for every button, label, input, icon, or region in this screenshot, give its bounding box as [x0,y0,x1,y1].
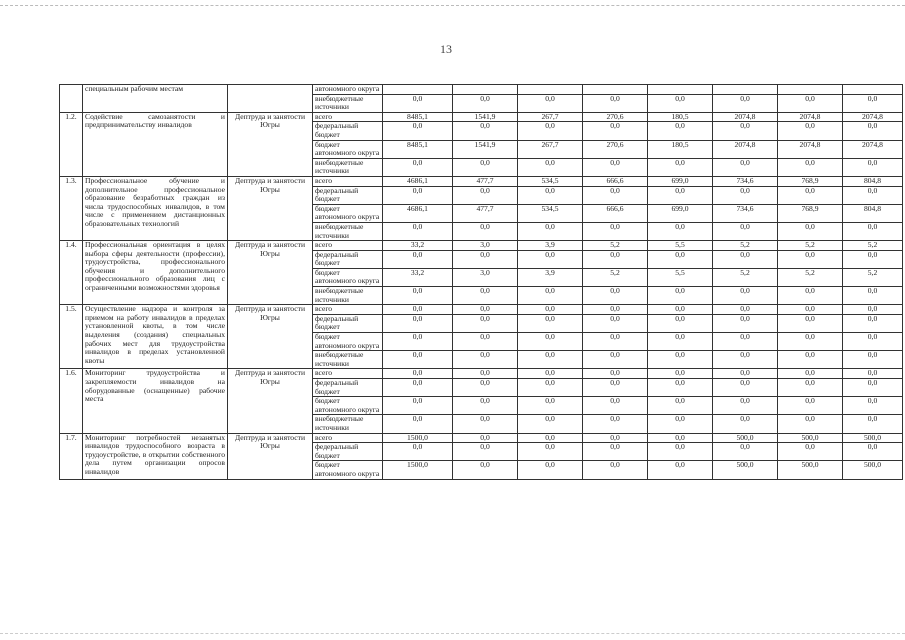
amount-cell: 0,0 [518,333,583,351]
table-row [60,112,903,122]
funding-source: всего [313,176,383,186]
amount-cell: 0,0 [453,333,518,351]
amount-cell: 0,0 [583,379,648,397]
amount-cell: 5,2 [583,268,648,286]
amount-cell: 5,5 [648,268,713,286]
amount-cell: 0,0 [383,333,453,351]
amount-cell [778,85,843,95]
amount-cell: 0,0 [518,415,583,433]
funding-source: автономного округа [313,85,383,95]
amount-cell: 0,0 [778,333,843,351]
funding-source: федеральный бюджет [313,443,383,461]
amount-cell: 0,0 [453,433,518,443]
amount-cell: 3,0 [453,241,518,251]
amount-cell: 0,0 [713,305,778,315]
amount-cell: 804,8 [843,204,903,222]
amount-cell: 0,0 [648,122,713,140]
amount-cell: 0,0 [453,379,518,397]
amount-cell: 5,2 [583,241,648,251]
amount-cell: 270,6 [583,140,648,158]
amount-cell: 0,0 [778,287,843,305]
responsible-executor: Дептруда и занятости Югры [228,305,313,369]
amount-cell: 0,0 [648,222,713,240]
amount-cell: 0,0 [713,222,778,240]
responsible-executor: Дептруда и занятости Югры [228,369,313,433]
amount-cell: 1541,9 [453,112,518,122]
amount-cell: 0,0 [648,443,713,461]
amount-cell: 0,0 [583,250,648,268]
amount-cell: 0,0 [778,186,843,204]
amount-cell: 2074,8 [843,112,903,122]
amount-cell: 0,0 [843,443,903,461]
amount-cell [583,85,648,95]
funding-source: федеральный бюджет [313,250,383,268]
amount-cell: 0,0 [583,305,648,315]
amount-cell: 0,0 [453,287,518,305]
responsible-executor: Дептруда и занятости Югры [228,433,313,479]
amount-cell: 0,0 [453,351,518,369]
amount-cell: 4686,1 [383,204,453,222]
funding-source: федеральный бюджет [313,314,383,332]
amount-cell: 768,9 [778,204,843,222]
funding-source: федеральный бюджет [313,122,383,140]
amount-cell: 0,0 [453,314,518,332]
amount-cell: 5,2 [778,241,843,251]
amount-cell: 2074,8 [843,140,903,158]
amount-cell: 0,0 [843,333,903,351]
amount-cell: 0,0 [648,314,713,332]
measure-name: Содействие самозанятости и предпринимательству инвалидов [83,112,228,176]
amount-cell: 267,7 [518,140,583,158]
measure-name: Осуществление надзора и контроля за приемом на работу инвалидов в пределах установленной квоты, в том числе выделения (создания) специальных рабочих мест для трудоустройства инвалидов в пределах установленной квоты [83,305,228,369]
amount-cell: 0,0 [843,397,903,415]
amount-cell: 0,0 [583,186,648,204]
amount-cell: 0,0 [583,461,648,479]
amount-cell: 1500,0 [383,433,453,443]
amount-cell: 0,0 [778,443,843,461]
funding-table [59,84,903,480]
amount-cell [713,85,778,95]
amount-cell: 0,0 [383,314,453,332]
amount-cell: 5,2 [713,241,778,251]
measure-name: Мониторинг потребностей незанятых инвалидов трудоспособного возраста в трудоустройстве, в открытии собственного дела путем организации опросов инвалидов [83,433,228,479]
amount-cell: 0,0 [518,186,583,204]
funding-source: всего [313,241,383,251]
amount-cell [383,85,453,95]
amount-cell: 500,0 [713,461,778,479]
amount-cell: 0,0 [648,305,713,315]
row-number: 1.7. [60,433,83,479]
amount-cell: 0,0 [648,397,713,415]
amount-cell: 5,2 [843,268,903,286]
amount-cell: 534,5 [518,204,583,222]
amount-cell: 0,0 [843,222,903,240]
amount-cell: 0,0 [383,369,453,379]
amount-cell: 0,0 [583,287,648,305]
amount-cell: 0,0 [713,333,778,351]
amount-cell: 0,0 [648,158,713,176]
amount-cell [518,85,583,95]
amount-cell: 0,0 [583,122,648,140]
amount-cell: 180,5 [648,140,713,158]
funding-source: бюджет автономного округа [313,397,383,415]
amount-cell: 8485,1 [383,112,453,122]
amount-cell: 0,0 [518,222,583,240]
amount-cell: 0,0 [518,94,583,112]
row-number: 1.3. [60,176,83,240]
amount-cell: 0,0 [518,122,583,140]
amount-cell: 0,0 [383,158,453,176]
measure-name: Мониторинг трудоустройства и закрепляемости инвалидов на оборудованные (оснащенные) рабочие места [83,369,228,433]
amount-cell: 699,0 [648,204,713,222]
amount-cell: 500,0 [843,433,903,443]
amount-cell: 0,0 [778,94,843,112]
amount-cell: 0,0 [383,397,453,415]
amount-cell: 0,0 [583,433,648,443]
amount-cell: 33,2 [383,241,453,251]
amount-cell: 0,0 [843,186,903,204]
amount-cell: 0,0 [518,443,583,461]
amount-cell: 0,0 [453,94,518,112]
amount-cell: 0,0 [843,351,903,369]
funding-source: бюджет автономного округа [313,140,383,158]
amount-cell: 0,0 [583,158,648,176]
amount-cell: 0,0 [843,250,903,268]
amount-cell: 0,0 [713,186,778,204]
funding-source: федеральный бюджет [313,379,383,397]
amount-cell: 0,0 [713,379,778,397]
amount-cell: 0,0 [518,158,583,176]
row-number: 1.6. [60,369,83,433]
amount-cell: 0,0 [843,287,903,305]
amount-cell: 0,0 [583,333,648,351]
amount-cell: 4686,1 [383,176,453,186]
funding-source: внебюджетные источники [313,415,383,433]
amount-cell: 0,0 [383,250,453,268]
table-row [60,176,903,186]
row-number [60,85,83,113]
amount-cell: 0,0 [778,314,843,332]
amount-cell: 0,0 [778,369,843,379]
amount-cell: 5,5 [648,241,713,251]
amount-cell: 0,0 [843,379,903,397]
amount-cell: 3,9 [518,241,583,251]
amount-cell: 0,0 [843,314,903,332]
funding-source: внебюджетные источники [313,222,383,240]
amount-cell: 0,0 [518,351,583,369]
funding-source: бюджет автономного округа [313,333,383,351]
amount-cell: 0,0 [453,415,518,433]
amount-cell: 666,6 [583,176,648,186]
amount-cell: 0,0 [453,397,518,415]
measure-name: Профессиональное обучение и дополнительное профессиональное образование безработных граждан из числа трудоспособных инвалидов, в том числе с применением дистанционных образовательных технологий [83,176,228,240]
amount-cell: 0,0 [518,314,583,332]
amount-cell: 3,0 [453,268,518,286]
amount-cell: 0,0 [778,122,843,140]
funding-source: всего [313,369,383,379]
amount-cell: 0,0 [583,415,648,433]
amount-cell: 0,0 [453,369,518,379]
amount-cell: 0,0 [518,287,583,305]
amount-cell: 0,0 [843,415,903,433]
amount-cell: 0,0 [648,461,713,479]
amount-cell: 0,0 [778,415,843,433]
amount-cell: 0,0 [778,158,843,176]
row-number: 1.4. [60,241,83,305]
amount-cell: 0,0 [583,351,648,369]
funding-source: внебюджетные источники [313,351,383,369]
amount-cell: 0,0 [778,305,843,315]
amount-cell: 0,0 [453,461,518,479]
amount-cell: 267,7 [518,112,583,122]
amount-cell: 0,0 [518,433,583,443]
amount-cell: 0,0 [648,250,713,268]
amount-cell: 0,0 [648,351,713,369]
amount-cell: 0,0 [583,222,648,240]
table-row [60,369,903,379]
amount-cell: 0,0 [518,397,583,415]
amount-cell: 5,2 [778,268,843,286]
amount-cell: 0,0 [383,305,453,315]
table-row [60,85,903,95]
amount-cell: 0,0 [518,305,583,315]
responsible-executor: Дептруда и занятости Югры [228,176,313,240]
amount-cell: 0,0 [648,287,713,305]
amount-cell: 0,0 [453,222,518,240]
page-number: 13 [440,42,452,56]
amount-cell: 477,7 [453,176,518,186]
amount-cell: 0,0 [778,397,843,415]
scan-top-edge [0,5,905,6]
amount-cell: 804,8 [843,176,903,186]
funding-source: всего [313,305,383,315]
amount-cell: 0,0 [453,158,518,176]
table-row [60,305,903,315]
amount-cell: 500,0 [713,433,778,443]
table-row [60,241,903,251]
amount-cell: 0,0 [713,369,778,379]
amount-cell: 477,7 [453,204,518,222]
amount-cell: 180,5 [648,112,713,122]
amount-cell: 1541,9 [453,140,518,158]
amount-cell: 0,0 [713,122,778,140]
amount-cell: 1500,0 [383,461,453,479]
amount-cell: 0,0 [713,397,778,415]
amount-cell: 0,0 [778,250,843,268]
amount-cell: 0,0 [648,333,713,351]
amount-cell: 0,0 [383,415,453,433]
amount-cell: 0,0 [453,443,518,461]
amount-cell: 0,0 [843,369,903,379]
amount-cell: 0,0 [518,461,583,479]
amount-cell: 0,0 [713,158,778,176]
amount-cell: 0,0 [713,94,778,112]
amount-cell: 0,0 [713,250,778,268]
row-number: 1.2. [60,112,83,176]
amount-cell: 33,2 [383,268,453,286]
amount-cell: 0,0 [648,369,713,379]
responsible-executor: Дептруда и занятости Югры [228,112,313,176]
scan-bottom-edge [0,633,905,634]
responsible-executor [228,85,313,113]
funding-source: бюджет автономного округа [313,268,383,286]
amount-cell: 0,0 [383,222,453,240]
amount-cell: 0,0 [843,94,903,112]
amount-cell: 768,9 [778,176,843,186]
amount-cell: 0,0 [778,351,843,369]
amount-cell: 500,0 [843,461,903,479]
amount-cell: 0,0 [713,443,778,461]
amount-cell: 500,0 [778,461,843,479]
amount-cell: 0,0 [583,397,648,415]
amount-cell: 0,0 [713,351,778,369]
amount-cell [648,85,713,95]
amount-cell: 0,0 [583,369,648,379]
funding-source: бюджет автономного округа [313,461,383,479]
amount-cell: 0,0 [648,415,713,433]
amount-cell: 0,0 [518,369,583,379]
amount-cell: 0,0 [648,379,713,397]
amount-cell: 0,0 [453,305,518,315]
funding-source: всего [313,112,383,122]
amount-cell: 666,6 [583,204,648,222]
funding-source: бюджет автономного округа [313,204,383,222]
amount-cell [453,85,518,95]
amount-cell: 5,2 [713,268,778,286]
amount-cell: 0,0 [648,186,713,204]
amount-cell: 0,0 [583,443,648,461]
funding-source: внебюджетные источники [313,94,383,112]
amount-cell: 3,9 [518,268,583,286]
amount-cell: 0,0 [648,94,713,112]
funding-source: внебюджетные источники [313,158,383,176]
amount-cell: 0,0 [713,314,778,332]
funding-source: внебюджетные источники [313,287,383,305]
amount-cell: 5,2 [843,241,903,251]
table-row [60,433,903,443]
measure-name: Профессиональная ориентация в целях выбора сферы деятельности (профессии), трудоустройства, профессионального обучения и дополнительного профессионального образования лиц с ограниченными возможностями здоровья [83,241,228,305]
funding-source: всего [313,433,383,443]
amount-cell: 0,0 [383,122,453,140]
amount-cell: 0,0 [383,443,453,461]
amount-cell: 0,0 [583,314,648,332]
amount-cell: 0,0 [843,305,903,315]
amount-cell: 500,0 [778,433,843,443]
amount-cell: 0,0 [383,94,453,112]
amount-cell: 2074,8 [778,140,843,158]
amount-cell: 0,0 [778,379,843,397]
amount-cell: 0,0 [648,433,713,443]
amount-cell: 270,6 [583,112,648,122]
amount-cell: 2074,8 [713,112,778,122]
responsible-executor: Дептруда и занятости Югры [228,241,313,305]
row-number: 1.5. [60,305,83,369]
amount-cell: 0,0 [713,287,778,305]
amount-cell: 0,0 [583,94,648,112]
amount-cell: 2074,8 [778,112,843,122]
amount-cell: 2074,8 [713,140,778,158]
amount-cell: 0,0 [453,186,518,204]
amount-cell: 0,0 [518,250,583,268]
amount-cell: 699,0 [648,176,713,186]
amount-cell: 0,0 [383,379,453,397]
amount-cell: 0,0 [518,379,583,397]
amount-cell: 0,0 [778,222,843,240]
amount-cell: 0,0 [843,122,903,140]
amount-cell [843,85,903,95]
amount-cell: 534,5 [518,176,583,186]
amount-cell: 0,0 [453,122,518,140]
measure-name: специальным рабочим местам [83,85,228,113]
amount-cell: 8485,1 [383,140,453,158]
amount-cell: 0,0 [843,158,903,176]
amount-cell: 0,0 [383,186,453,204]
funding-source: федеральный бюджет [313,186,383,204]
amount-cell: 0,0 [383,287,453,305]
amount-cell: 0,0 [453,250,518,268]
amount-cell: 734,6 [713,204,778,222]
amount-cell: 0,0 [713,415,778,433]
amount-cell: 734,6 [713,176,778,186]
amount-cell: 0,0 [383,351,453,369]
